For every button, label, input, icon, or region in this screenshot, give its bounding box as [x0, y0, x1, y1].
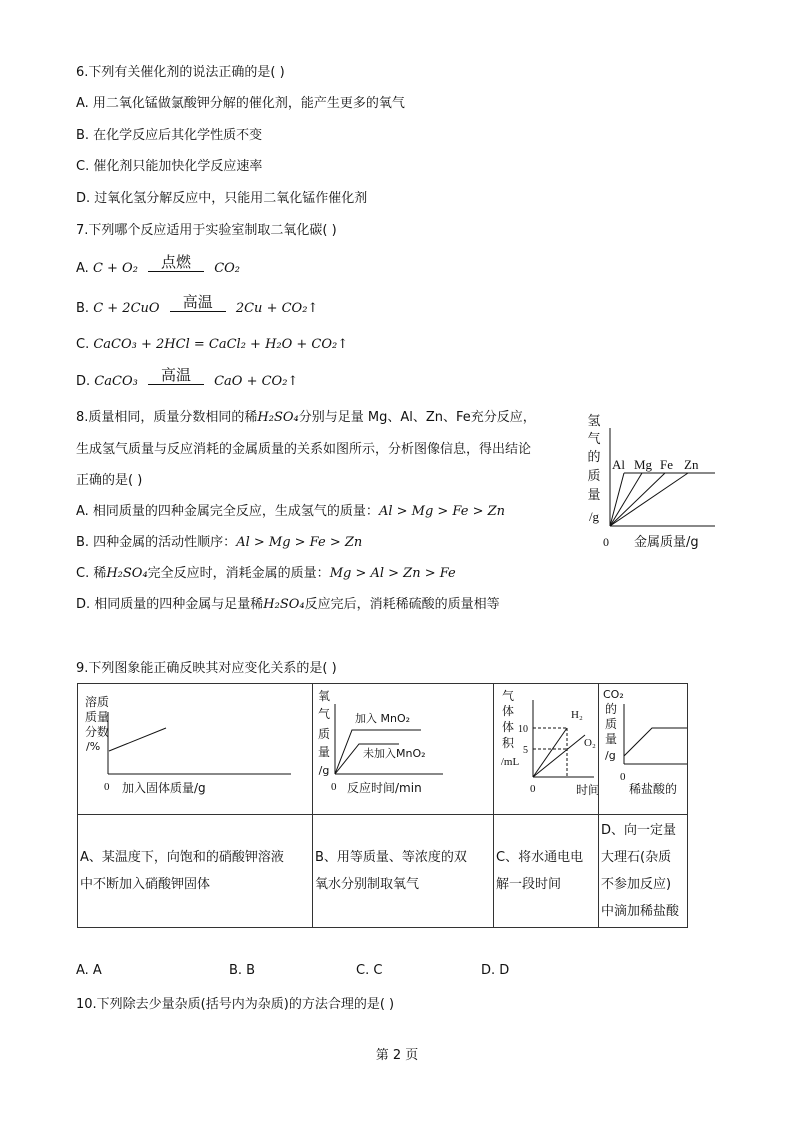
q6-option-a: A. 用二氧化锰做氯酸钾分解的催化剂，能产生更多的氧气 [76, 96, 405, 111]
q8-option-a: A. 相同质量的四种金属完全反应，生成氢气的质量：Al > Mg > Fe > Zn [76, 504, 505, 519]
q8-stem-line1: 8.质量相同，质量分数相同的稀H₂SO₄分别与足量 Mg、Al、Zn、Fe充分反应， [76, 410, 536, 425]
q7-stem: 7.下列哪个反应适用于实验室制取二氧化碳( ) [76, 223, 337, 238]
q9-d-curve [624, 728, 687, 756]
q8-option-b: B. 四种金属的活动性顺序：Al > Mg > Fe > Zn [76, 535, 363, 550]
metal-label-fe: Fe [660, 457, 673, 472]
metal-label-al: Al [612, 457, 625, 472]
svg-text:/%: /% [86, 740, 101, 753]
svg-text:质: 质 [587, 469, 601, 484]
svg-text:的: 的 [605, 702, 618, 716]
q9-graph-d-cell [599, 684, 688, 815]
svg-text:0: 0 [530, 783, 536, 795]
page-number: 第 2 页 [375, 1048, 419, 1063]
q8-option-d: D. 相同质量的四种金属与足量稀H₂SO₄反应完后，消耗稀硫酸的质量相等 [76, 597, 500, 612]
svg-text:CO₂: CO₂ [603, 688, 624, 701]
svg-text:/mL: /mL [500, 756, 520, 768]
svg-text:0: 0 [620, 771, 626, 783]
q9-option-a: A. A [76, 963, 102, 978]
svg-text:时间: 时间 [576, 783, 598, 797]
svg-text:10: 10 [518, 724, 528, 735]
svg-text:溶质: 溶质 [85, 695, 110, 709]
q9-c-line-o2 [533, 735, 585, 777]
svg-text:/g: /g [605, 749, 616, 762]
metal-label-zn: Zn [684, 457, 699, 472]
svg-text:稀盐酸的: 稀盐酸的 [629, 782, 678, 796]
q9-stem: 9.下列图象能正确反映其对应变化关系的是( ) [76, 661, 337, 676]
q6-stem: 6.下列有关催化剂的说法正确的是( ) [76, 65, 285, 80]
q8-figure-ylabel [587, 414, 600, 524]
reaction-condition: 高温 [148, 366, 204, 385]
svg-text:0: 0 [331, 781, 337, 793]
svg-text:量: 量 [317, 745, 331, 759]
svg-text:气: 气 [501, 689, 515, 703]
q9-option-d: D. D [481, 963, 510, 978]
q9-option-b: B. B [229, 963, 256, 978]
svg-text:H₂: H₂ [571, 709, 583, 721]
q9-desc-a: A、某温度下，向饱和的硝酸钾溶液 中不断加入硝酸钾固体 [78, 815, 313, 928]
q9-desc-d: D、向一定量 大理石(杂质 不参加反应) 中滴加稀盐酸 [599, 815, 688, 928]
svg-text:气: 气 [317, 707, 331, 721]
svg-text:氢: 氢 [587, 414, 601, 429]
svg-text:O₂: O₂ [584, 737, 596, 749]
svg-text:0: 0 [104, 781, 110, 793]
svg-text:气: 气 [587, 432, 601, 447]
q8-stem-line3: 正确的是( ) [76, 473, 143, 488]
q9-graph-d [599, 684, 687, 810]
q6-option-b: B. 在化学反应后其化学性质不变 [76, 128, 263, 143]
q7-option-d: D. CaCO₃ 高温 CaO + CO₂↑ [76, 366, 299, 389]
svg-text:/g: /g [588, 509, 600, 524]
q8-stem-line2: 生成氢气质量与反应消耗的金属质量的关系如图所示，分析图像信息，得出结论 [76, 442, 532, 457]
svg-text:体: 体 [501, 704, 515, 718]
q9-graph-b-cell [313, 684, 494, 815]
q8-xlabel: 金属质量/g [634, 535, 699, 550]
svg-text:质: 质 [317, 727, 331, 741]
svg-text:加入 MnO₂: 加入 MnO₂ [355, 712, 411, 725]
q9-options [76, 963, 596, 981]
svg-text:的: 的 [587, 450, 601, 465]
q8-origin: 0 [603, 535, 609, 549]
svg-text:量: 量 [587, 488, 601, 503]
q9-desc-c: C、将水通电电 解一段时间 [494, 815, 599, 928]
svg-text:积: 积 [501, 736, 515, 750]
q6-option-c: C. 催化剂只能加快化学反应速率 [76, 159, 263, 174]
q7-option-b: B. C + 2CuO 高温 2Cu + CO₂↑ [76, 293, 319, 316]
q7-option-c: C. CaCO₃ + 2HCl = CaCl₂ + H₂O + CO₂↑ [76, 337, 349, 352]
q8-figure [582, 408, 722, 556]
svg-text:反应时间/min: 反应时间/min [347, 781, 422, 795]
q9-graph-b [313, 684, 493, 810]
svg-text:未加入MnO₂: 未加入MnO₂ [363, 747, 426, 760]
svg-text:分数: 分数 [85, 725, 110, 739]
q9-graph-a [78, 684, 312, 810]
q9-table [77, 683, 688, 928]
svg-text:加入固体质量/g: 加入固体质量/g [122, 781, 206, 795]
q8-option-c: C. 稀H₂SO₄完全反应时，消耗金属的质量：Mg > Al > Zn > Fe [76, 566, 456, 581]
q9-desc-b: B、用等质量、等浓度的双 氧水分别制取氧气 [313, 815, 494, 928]
q9-graph-c [494, 684, 598, 810]
svg-text:5: 5 [523, 745, 528, 756]
metal-label-mg: Mg [634, 457, 653, 472]
reaction-condition: 高温 [170, 293, 226, 312]
q10-stem: 10.下列除去少量杂质(括号内为杂质)的方法合理的是( ) [76, 997, 395, 1012]
svg-text:体: 体 [501, 720, 515, 734]
q9-graph-c-cell [494, 684, 599, 815]
svg-text:氧: 氧 [317, 689, 331, 703]
svg-text:质: 质 [605, 717, 618, 731]
svg-text:/g: /g [318, 764, 330, 777]
q9-option-c: C. C [356, 963, 383, 978]
svg-text:量: 量 [605, 732, 618, 746]
q9-graph-a-cell [78, 684, 313, 815]
q6-option-d: D. 过氧化氢分解反应中，只能用二氧化锰作催化剂 [76, 191, 368, 206]
q7-option-a: A. C + O₂ 点燃 CO₂ [76, 253, 241, 276]
q9-a-line [109, 728, 166, 751]
reaction-condition: 点燃 [148, 253, 204, 272]
svg-text:质量: 质量 [85, 710, 110, 724]
q9-c-line-h2 [533, 728, 567, 777]
